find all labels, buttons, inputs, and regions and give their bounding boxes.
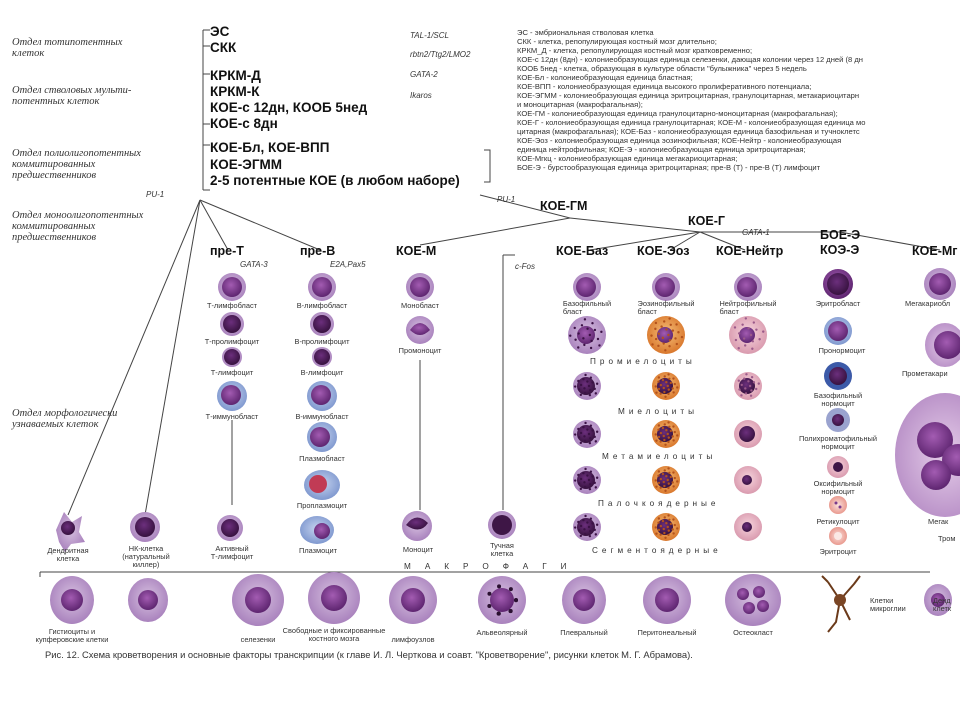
label-osteoclast: Остеокласт: [733, 628, 773, 637]
label-dendritic-right: [933, 597, 951, 613]
tf-cfos: c-Fos: [515, 262, 535, 271]
cell-plasmoblast: [307, 422, 337, 452]
label-dendritic: [47, 547, 88, 563]
tf-pu1-left: PU-1: [146, 190, 165, 199]
label-neutrophilic-blast: [719, 300, 776, 316]
tf-ikaros: Ikaros: [410, 91, 432, 100]
cell-basophilic-normocyte: [824, 362, 852, 390]
tf-gata3: GATA-3: [240, 260, 268, 269]
label-line: Оксифильный: [813, 479, 863, 488]
label-line: Свободные и фиксированные: [282, 626, 386, 635]
label-line: Гистиоциты и: [48, 627, 96, 636]
label-line: клетк: [933, 604, 952, 613]
cell-neut-segmented: [734, 513, 762, 541]
cell-b-lymphoblast: [308, 273, 336, 301]
cell-reticulocyte: [829, 496, 847, 514]
macrophages-title: МАКРОФАГИ: [400, 562, 585, 571]
department-label-line: Отдел тотипотентных: [12, 37, 123, 48]
label-peritoneal: Перитонеальный: [637, 628, 697, 637]
label-line: Базофильный: [813, 391, 863, 400]
label-plasmocyte: Плазмоцит: [299, 546, 337, 555]
cell-neut-myelocyte: [734, 372, 762, 400]
cell-plasmocyte: [300, 516, 334, 544]
legend-line: КРКМ_Д - клетка, репопулирующая костный мозг кратковременно;: [517, 46, 753, 55]
progenitor-koe-mg: КОЕ-Мг: [912, 244, 958, 258]
cell-promonocyte: [406, 316, 434, 344]
cell-neut-band: [734, 466, 762, 494]
stage-skk: СКК: [210, 40, 237, 55]
row-label-metamyelocytes: Метамиелоциты: [602, 452, 717, 461]
cell-kupffer: [128, 578, 168, 622]
cell-baso-blast: [573, 273, 601, 301]
label-monoblast: Монобласт: [401, 301, 439, 310]
cell-monoblast: [406, 273, 434, 301]
tf-pu1-right: PU-1: [497, 195, 516, 204]
legend-line: КОЕ-ВПП - колониеобразующая единица высокого пролиферативного потенциала;: [517, 82, 812, 91]
label-t-prolymphocyte: Т-пролимфоцит: [204, 337, 260, 346]
stage-koe-s-12: КОЕ-с 12дн, КООБ 5нед: [210, 100, 368, 115]
department-label-line: коммитированных: [12, 159, 96, 170]
label-monocyte: Моноцит: [402, 545, 434, 554]
label-microglia: [870, 597, 906, 613]
progenitor-koe-baz: КОЕ-Баз: [556, 244, 609, 258]
progenitor-koe-eoz: КОЕ-Эоз: [637, 244, 690, 258]
department-label-line: Отдел морфологически: [12, 408, 118, 419]
legend-line: КООБ 5нед - клетка, образующая в культуре области "булыжника" через 5 недель: [517, 64, 807, 73]
department-label-line: потентных клеток: [12, 96, 100, 107]
label-promegakaryocyte: Прометакари: [902, 369, 948, 378]
stage-es: ЭС: [210, 24, 230, 39]
cell-neut-blast: [734, 273, 762, 301]
cell-nk: [130, 512, 160, 542]
label-basophilic-normocyte: [814, 392, 862, 408]
label-line: бласт: [719, 307, 739, 316]
label-platelets: Тром: [938, 534, 956, 543]
cell-microglia: [822, 576, 860, 632]
legend-line: БОЕ-Э - бурстообразующая единица эритроцитарная; пре-В (Т) - пре-В (Т) лимфоцит: [517, 163, 821, 172]
cell-bone-marrow-macrophage: [308, 572, 360, 624]
label-promonocyte: Промоноцит: [398, 346, 442, 355]
progenitor-koe-neutr: КОЕ-Нейтр: [716, 244, 784, 258]
department-label-line: узнаваемых клеток: [12, 419, 99, 430]
stage-koe-bl: КОЕ-Бл, КОЕ-ВПП: [210, 140, 330, 155]
label-line: Полихроматофильный: [799, 434, 877, 443]
legend-line: КОЕ-ГМ - колониеобразующая единица гранулоцитарно-моноцитарная (макрофагальная);: [517, 109, 838, 118]
label-megakaryoblast: Мегакариобл: [905, 299, 951, 308]
cell-t-prolymphocyte: [220, 312, 244, 336]
legend-line: КОЕ-ЭГММ - колониеобразующая единица эритроцитарная, гранулоцитарная, метакариоцитарн: [517, 91, 860, 100]
label-line: бласт: [562, 307, 583, 316]
cell-baso-myelocyte: [573, 372, 601, 400]
stage-krkm-k: КРКМ-К: [210, 84, 260, 99]
cell-peritoneal-macrophage: [643, 576, 691, 624]
tf-gata2: GATA-2: [410, 70, 438, 79]
cell-eos-metamyelocyte: [652, 420, 680, 448]
label-eosinophilic-blast: [638, 300, 695, 316]
cell-megakaryocyte: [895, 393, 960, 517]
label-alveolar: Альвеолярный: [476, 628, 528, 637]
label-oxyphilic-normocyte: [814, 480, 863, 496]
label-b-immunoblast: В-иммунобласт: [295, 412, 349, 421]
cell-baso-segmented: [573, 513, 601, 541]
label-line: нормоцит: [821, 487, 855, 496]
label-mast: [490, 542, 514, 558]
label-b-lymphoblast: В-лимфобласт: [296, 301, 348, 310]
cell-eos-segmented: [652, 513, 680, 541]
cell-mast: [488, 511, 516, 539]
stage-koe-s-8: КОЕ-с 8дн: [210, 116, 278, 131]
label-pleural: Плевральный: [560, 628, 608, 637]
cell-neut-metamyelocyte: [734, 420, 762, 448]
cell-active-t: [217, 515, 243, 541]
cell-proplasmocyte: [304, 470, 340, 500]
label-line: костного мозга: [308, 634, 360, 643]
figure-caption: Рис. 12. Схема кроветворения и основные факторы транскрипции (к главе И. Л. Черткова и соавт. "Кроветворение", рисунки клеток М. Г. Абрамова).: [45, 649, 693, 660]
cell-erythroblast: [823, 269, 853, 299]
cell-spleen-macrophage: [232, 574, 284, 626]
label-b-lymphocyte: В-лимфоцит: [300, 368, 344, 377]
cell-polychromatophilic-normocyte: [826, 408, 850, 432]
progenitor-pre-b: пре-В: [300, 244, 336, 258]
cell-osteoclast: [725, 574, 781, 626]
cell-eos-promyelocyte: [647, 316, 685, 354]
row-label-segmented: Сегментоядерные: [592, 546, 722, 555]
label-histiocytes: [36, 628, 109, 644]
cell-t-lymphocyte: [222, 347, 242, 367]
progenitor-koe-e: КОЭ-Э: [820, 243, 860, 257]
progenitor-koe-m: КОЕ-М: [396, 244, 437, 258]
progenitor-boe-e: БОЕ-Э: [820, 228, 861, 242]
tf-tal1: TAL-1/SCL: [410, 31, 449, 40]
cell-baso-band: [573, 466, 601, 494]
department-label-line: клеток: [12, 48, 45, 59]
label-t-lymphocyte: Т-лимфоцит: [210, 368, 254, 377]
legend-line: КОЕ-Г - колониеобразующая единица гранулоцитарная; КОЕ-М - колониеобразующая единица мо: [517, 118, 866, 127]
department-label-line: Отдел моноолигопотентных: [12, 210, 144, 221]
cell-eos-myelocyte: [652, 372, 680, 400]
label-line: Клетки: [870, 596, 894, 605]
label-line: Тучная: [490, 541, 514, 550]
label-line: Активный: [215, 544, 249, 553]
label-line: клетка: [56, 554, 80, 563]
label-line: купферовские клетки: [35, 635, 109, 644]
legend-line: КОЕ-Мгкц - колониеобразующая единица мегакариоцитарная;: [517, 154, 738, 163]
label-line: нормоцит: [821, 442, 855, 451]
legend-line: единица нейтрофильная; КОЕ-Э - колониеобразующая единица эритроцитарная;: [517, 145, 806, 154]
label-polychromatophilic-normocyte: [799, 435, 877, 451]
tf-gata1: GATA-1: [742, 228, 770, 237]
label-t-lymphoblast: Т-лимфобласт: [206, 301, 258, 310]
label-line: Дендритная: [47, 546, 89, 555]
department-label-line: предшественников: [12, 232, 97, 243]
cell-pleural-macrophage: [562, 576, 606, 624]
label-megakaryocyte: Мегак: [928, 517, 949, 526]
legend-line: КОЕ-Эоз - колониеобразующая единица эозинофильная; КОЕ-Нейтр - колониеобразующая: [517, 136, 842, 145]
label-line: Эозинофильный: [637, 299, 695, 308]
stage-krkm-d: КРКМ-Д: [210, 68, 261, 83]
cell-megakaryoblast: [924, 268, 956, 300]
cell-oxyphilic-normocyte: [827, 456, 849, 478]
cell-t-immunoblast: [217, 381, 247, 411]
legend-line: ЭС - эмбриональная стволовая клетка: [517, 28, 654, 37]
cell-neut-promyelocyte: [729, 316, 767, 354]
legend-line: СКК - клетка, репопулирующая костный мозг длительно;: [517, 37, 717, 46]
cell-eos-blast: [652, 273, 680, 301]
cell-alveolar-macrophage: [478, 576, 526, 624]
label-line: Базофильный: [562, 299, 612, 308]
row-label-myelocytes: Миелоциты: [618, 407, 698, 416]
label-spleen: селезенки: [240, 635, 276, 644]
label-erythroblast: Эритробласт: [815, 299, 861, 308]
label-line: клетка: [490, 549, 514, 558]
label-basophilic-blast: [563, 300, 611, 316]
label-line: НК-клетка: [128, 544, 164, 553]
label-free-fixed: [283, 627, 386, 643]
legend-line: КОЕ-с 12дн (8дн) - колониеобразующая единица селезенки, дающая колонии через 12 дней (8 дн: [517, 55, 863, 64]
label-line: микроглии: [870, 604, 906, 613]
label-plasmoblast: Плазмобласт: [299, 454, 345, 463]
legend-line: и моноцитарная (макрофагальная);: [517, 100, 643, 109]
label-reticulocyte: Ретикулоцит: [816, 517, 860, 526]
label-t-immunoblast: Т-иммунобласт: [205, 412, 259, 421]
cell-histiocyte-1: [50, 576, 94, 624]
cell-b-immunoblast: [307, 381, 337, 411]
label-line: (натуральный: [122, 552, 170, 561]
progenitor-koe-g: КОЕ-Г: [688, 214, 725, 228]
cell-monocyte: [402, 511, 432, 541]
cell-erythrocyte: [829, 527, 847, 545]
legend-line: цитарная (макрофагальная); КОЕ-Баз - колониеобразующая единица базофильная и тучноклетс: [517, 127, 860, 136]
tf-e2a: E2A,Pax5: [330, 260, 366, 269]
label-line: киллер): [132, 560, 160, 569]
cell-promegakaryocyte: [925, 323, 960, 367]
progenitor-pre-t: пре-Т: [210, 244, 244, 258]
cell-baso-metamyelocyte: [573, 420, 601, 448]
row-label-promyelocytes: Промиелоциты: [590, 357, 696, 366]
tf-rbtn2: rbtn2/Ttg2/LMO2: [410, 50, 471, 59]
label-line: бласт: [637, 307, 657, 316]
department-label-line: Отдел полиолигопотентных: [12, 148, 141, 159]
cell-b-prolymphocyte: [310, 312, 334, 336]
cell-pronormocyte: [824, 317, 852, 345]
cell-b-lymphocyte: [312, 347, 332, 367]
cell-lymph-node-macrophage: [389, 576, 437, 624]
label-lymph-nodes: лимфоузлов: [391, 635, 435, 644]
label-active-t: [211, 545, 253, 561]
cell-eos-band: [652, 466, 680, 494]
label-line: нормоцит: [821, 399, 855, 408]
label-line: Т-лимфоцит: [210, 552, 254, 561]
progenitor-koe-gm: КОЕ-ГМ: [540, 199, 588, 213]
cell-baso-promyelocyte: [568, 316, 606, 354]
label-b-prolymphocyte: В-пролимфоцит: [294, 337, 350, 346]
label-pronormocyte: Пронормоцит: [818, 346, 866, 355]
cell-t-lymphoblast: [218, 273, 246, 301]
label-erythrocyte: Эритроцит: [819, 547, 857, 556]
label-proplasmocyte: Проплазмоцит: [296, 501, 348, 510]
department-label-line: Отдел стволовых мульти-: [12, 85, 132, 96]
stage-2-5-potent: 2-5 потентные КОЕ (в любом наборе): [210, 173, 460, 188]
row-label-band: Палочкоядерные: [598, 499, 720, 508]
department-label-line: коммитированных: [12, 221, 96, 232]
stage-koe-egmm: КОЕ-ЭГММ: [210, 157, 282, 172]
label-line: Денд: [933, 596, 951, 605]
department-label-line: предшественников: [12, 170, 97, 181]
label-nk: [122, 545, 169, 569]
legend-line: КОЕ-Бл - колониеобразующая единица бластная;: [517, 73, 693, 82]
label-line: Нейтрофильный: [719, 299, 777, 308]
